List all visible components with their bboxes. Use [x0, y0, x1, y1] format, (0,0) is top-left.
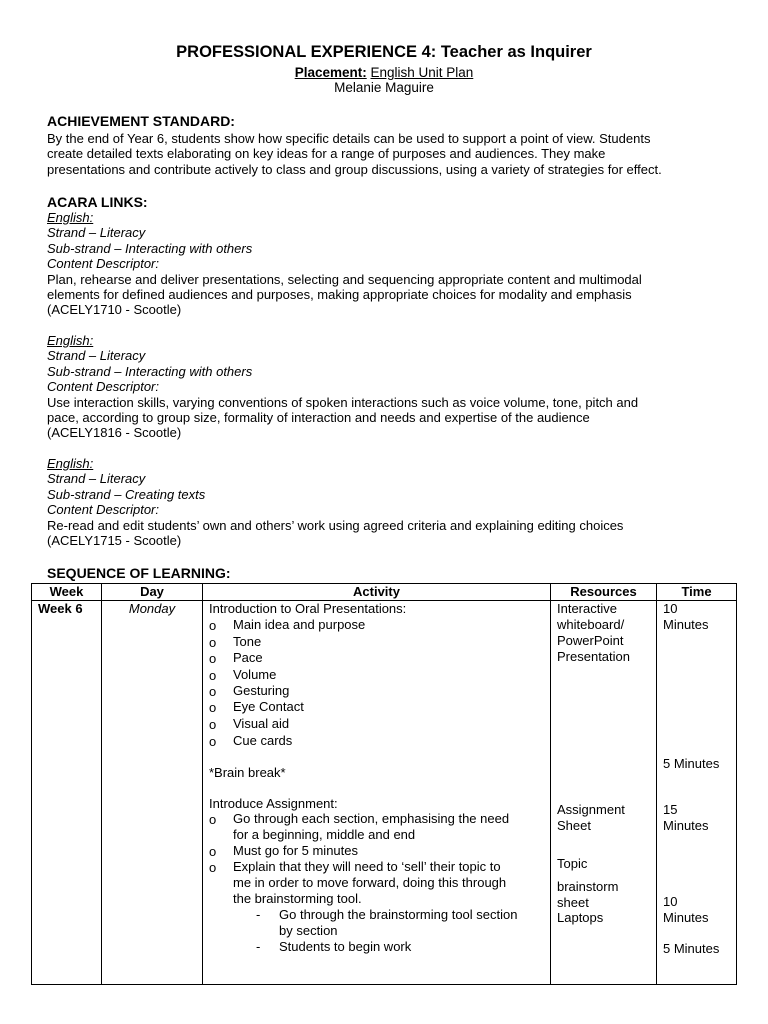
- acara-substrand: Sub-strand – Interacting with others: [47, 363, 253, 379]
- resource-line: sheet: [557, 895, 589, 910]
- acara-subject: English:: [47, 333, 94, 348]
- dash-icon: -: [256, 939, 261, 954]
- column-header-day: Day: [102, 584, 203, 601]
- list-item: Pace: [233, 650, 263, 665]
- achievement-line: create detailed texts elaborating on key ideas for a range of purposes and audiences. They make: [47, 146, 606, 162]
- list-item-continuation: me in order to move forward, doing this through: [233, 875, 507, 890]
- placement-label: Placement:: [294, 65, 367, 80]
- bullet-icon: o: [209, 668, 217, 683]
- acara-block: [47, 210, 737, 318]
- bullet-icon: o: [209, 651, 217, 666]
- achievement-text: [47, 131, 737, 177]
- week-cell: Week 6: [32, 601, 102, 985]
- list-item: Cue cards: [233, 733, 293, 748]
- sequence-heading: SEQUENCE OF LEARNING:: [47, 565, 231, 581]
- document-title: PROFESSIONAL EXPERIENCE 4: Teacher as Inquirer: [176, 43, 592, 61]
- column-header-resources: Resources: [551, 584, 657, 601]
- sub-list-item: Students to begin work: [279, 939, 412, 954]
- brain-break: *Brain break*: [209, 765, 286, 780]
- sequence-table: [31, 583, 737, 985]
- time-line: Minutes: [663, 818, 709, 833]
- acara-block: [47, 333, 737, 441]
- bullet-icon: o: [209, 844, 217, 859]
- time-line: 15: [663, 802, 678, 817]
- activity-cell: [203, 601, 551, 985]
- list-item-continuation: for a beginning, middle and end: [233, 827, 416, 842]
- achievement-line: presentations and contribute actively to class and group discussions, using a variety of strategies for effect.: [47, 161, 662, 177]
- resource-line: Interactive: [557, 601, 617, 616]
- author-name: Melanie Maguire: [334, 80, 434, 95]
- resources-cell: [551, 601, 657, 985]
- time-cell: [657, 601, 737, 985]
- acara-descriptor-line: elements for defined audiences and purposes, making appropriate choices for modality and emphasis: [47, 287, 632, 303]
- bullet-icon: o: [209, 860, 217, 875]
- placement-value: English Unit Plan: [370, 65, 474, 80]
- list-item: Eye Contact: [233, 699, 304, 714]
- bullet-icon: o: [209, 717, 217, 732]
- resource-line: PowerPoint: [557, 633, 624, 648]
- time-line: Minutes: [663, 910, 709, 925]
- time-line: 5 Minutes: [663, 941, 720, 956]
- bullet-icon: o: [209, 684, 217, 699]
- list-item: Must go for 5 minutes: [233, 843, 358, 858]
- acara-descriptor-label: Content Descriptor:: [47, 502, 159, 518]
- sub-list-item-continuation: by section: [279, 923, 338, 938]
- bullet-icon: o: [209, 700, 217, 715]
- acara-descriptor-line: (ACELY1710 - Scootle): [47, 302, 182, 318]
- sub-list-item: Go through the brainstorming tool section: [279, 907, 518, 922]
- acara-substrand: Sub-strand – Interacting with others: [47, 240, 253, 256]
- assignment-intro: Introduce Assignment:: [209, 796, 338, 811]
- column-header-activity: Activity: [203, 584, 551, 601]
- list-item: Volume: [233, 667, 277, 682]
- acara-descriptor-line: Use interaction skills, varying conventions of spoken interactions such as voice volume, tone, pitch and: [47, 394, 639, 410]
- acara-heading: ACARA LINKS:: [47, 194, 148, 210]
- resource-line: Sheet: [557, 818, 591, 833]
- acara-subject: English:: [47, 456, 94, 471]
- day-cell: Monday: [102, 601, 203, 985]
- acara-descriptor-line: (ACELY1816 - Scootle): [47, 425, 182, 441]
- table-row: [32, 601, 737, 985]
- time-line: 10: [663, 894, 678, 909]
- bullet-icon: o: [209, 812, 217, 827]
- acara-substrand: Sub-strand – Creating texts: [47, 486, 206, 502]
- acara-descriptor-line: Plan, rehearse and deliver presentations, selecting and sequencing appropriate content and multimodal: [47, 271, 642, 287]
- acara-subject: English:: [47, 210, 94, 225]
- list-item: Tone: [233, 634, 262, 649]
- time-line: Minutes: [663, 617, 709, 632]
- column-header-week: Week: [32, 584, 102, 601]
- acara-strand: Strand – Literacy: [47, 471, 146, 487]
- acara-strand: Strand – Literacy: [47, 225, 146, 241]
- bullet-icon: o: [209, 635, 217, 650]
- dash-icon: -: [256, 907, 261, 922]
- bullet-icon: o: [209, 618, 217, 633]
- achievement-line: By the end of Year 6, students show how specific details can be used to support a point of view. Students: [47, 131, 651, 146]
- acara-descriptor-line: pace, according to group size, formality of interaction and needs and expertise of the audience: [47, 410, 590, 426]
- resource-line: Topic: [557, 856, 588, 871]
- acara-descriptor-line: Re-read and edit students’ own and others’ work using agreed criteria and explaining editing choices: [47, 517, 624, 533]
- resource-line: brainstorm: [557, 879, 619, 894]
- resource-line: Presentation: [557, 649, 630, 664]
- acara-descriptor-line: (ACELY1715 - Scootle): [47, 533, 182, 549]
- column-header-time: Time: [657, 584, 737, 601]
- achievement-heading: ACHIEVEMENT STANDARD:: [47, 113, 235, 129]
- resource-line: whiteboard/: [557, 617, 625, 632]
- list-item: Go through each section, emphasising the need: [233, 811, 510, 826]
- acara-strand: Strand – Literacy: [47, 348, 146, 364]
- list-item: Explain that they will need to ‘sell’ their topic to: [233, 859, 501, 874]
- activity-intro: Introduction to Oral Presentations:: [209, 601, 407, 616]
- time-line: 5 Minutes: [663, 756, 720, 771]
- list-item: Visual aid: [233, 716, 290, 731]
- acara-descriptor-label: Content Descriptor:: [47, 379, 159, 395]
- table-header-row: [32, 584, 737, 601]
- resource-line: Laptops: [557, 910, 604, 925]
- list-item-continuation: the brainstorming tool.: [233, 891, 362, 906]
- resource-line: Assignment: [557, 802, 625, 817]
- placement-line: [0, 65, 768, 80]
- list-item: Gesturing: [233, 683, 290, 698]
- acara-block: [47, 456, 737, 548]
- acara-descriptor-label: Content Descriptor:: [47, 256, 159, 272]
- list-item: Main idea and purpose: [233, 617, 366, 632]
- bullet-icon: o: [209, 734, 217, 749]
- time-line: 10: [663, 601, 678, 616]
